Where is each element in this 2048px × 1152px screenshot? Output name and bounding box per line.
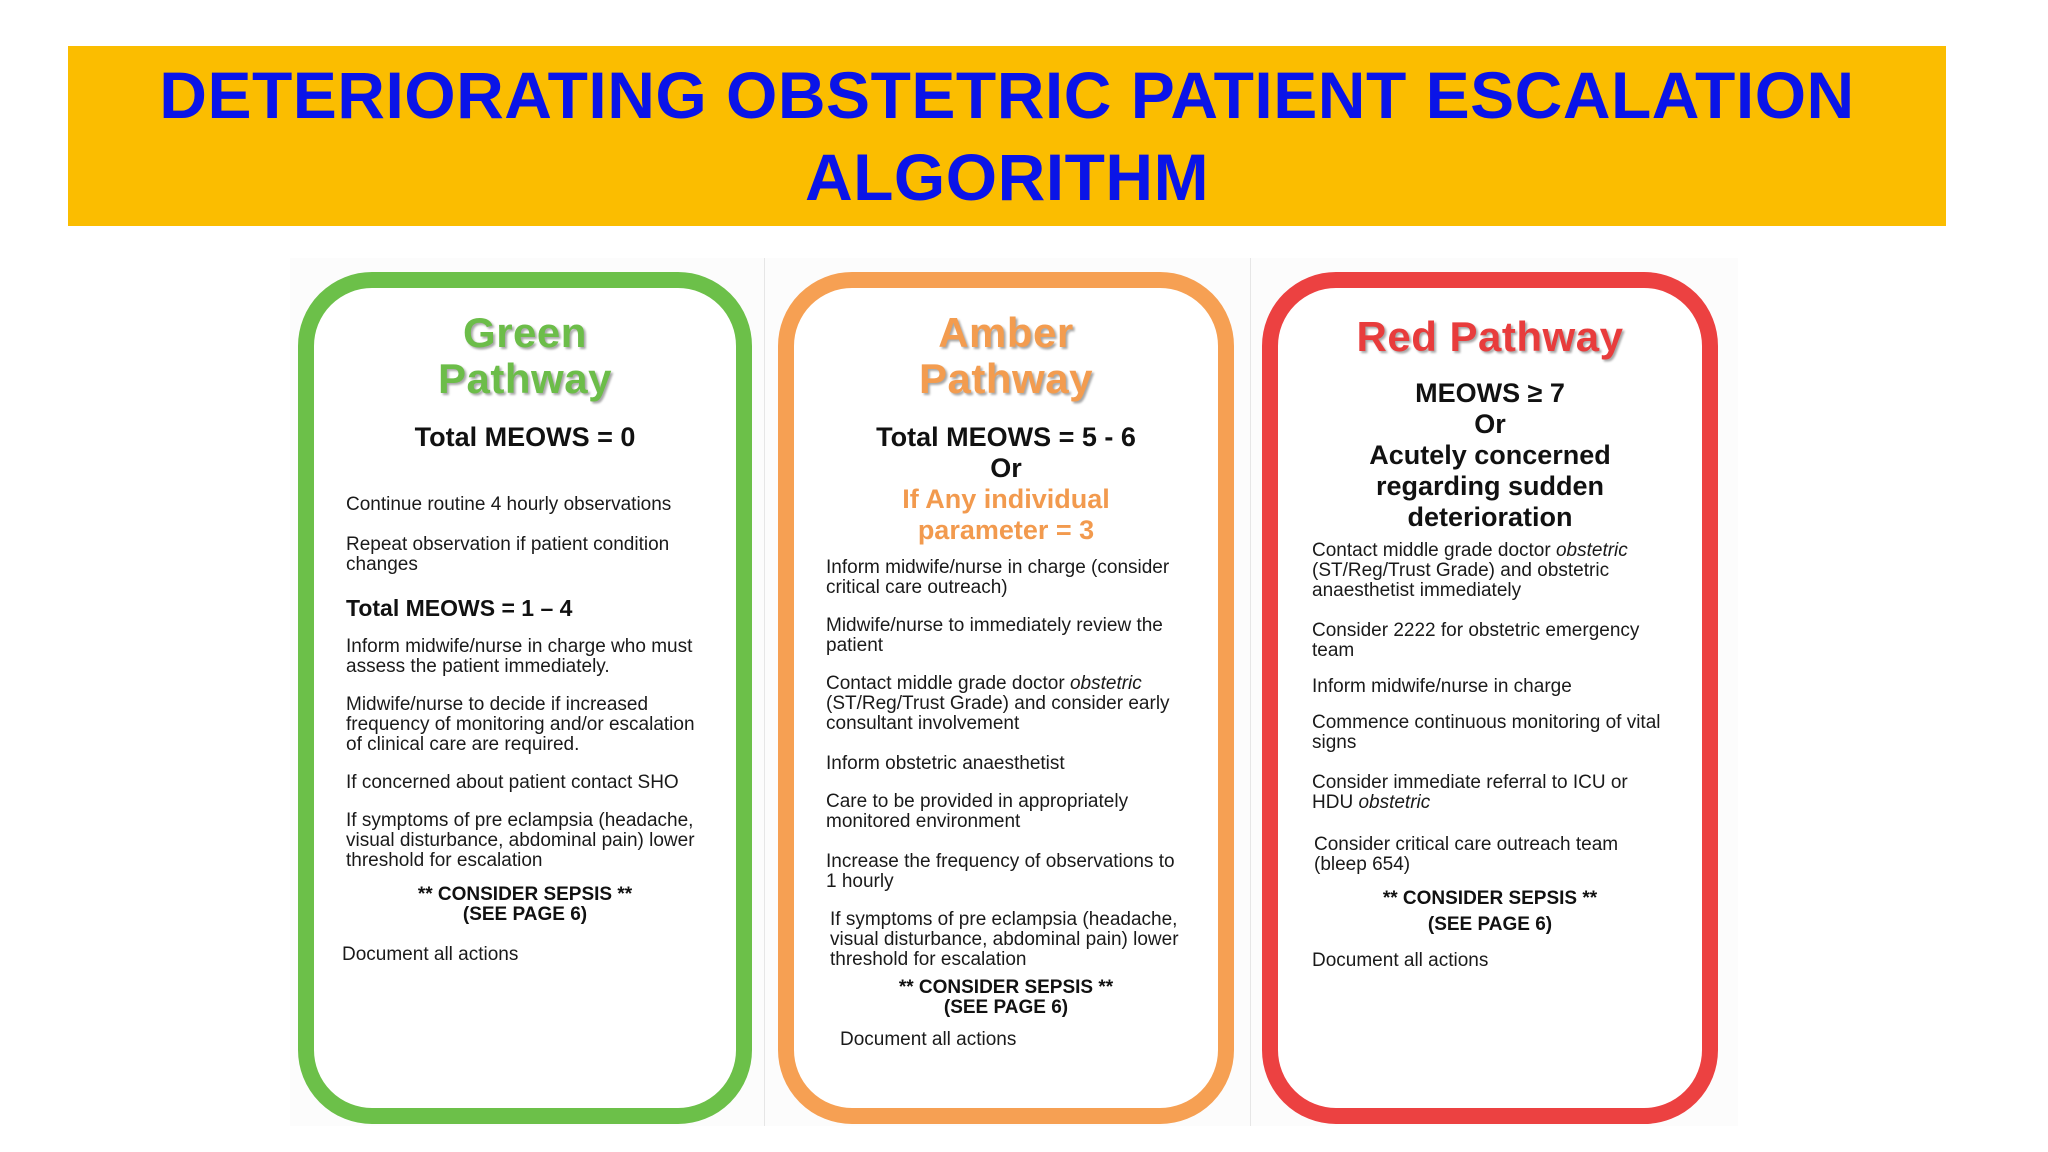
red-contact-pre: Contact middle grade doctor [1312, 540, 1551, 561]
red-meows: MEOWS ≥ 7 [1415, 378, 1565, 408]
column-divider [1250, 258, 1251, 1126]
amber-or: Or [990, 453, 1022, 483]
red-item: Inform midwife/nurse in charge [1312, 676, 1572, 697]
red-pathway-card [1262, 272, 1718, 1124]
red-item-referral [1278, 773, 1702, 813]
amber-item: Midwife/nurse to immediately review the patient [826, 615, 1163, 656]
amber-contact-em: obstetric [1069, 673, 1142, 694]
amber-pathway-card [778, 272, 1234, 1124]
green-item: Repeat observation if patient condition changes [346, 534, 670, 575]
red-document-actions: Document all actions [1312, 950, 1489, 971]
green-item: Continue routine 4 hourly observations [346, 494, 672, 515]
red-pathway-title: Red Pathway [1356, 313, 1624, 360]
amber-item: Care to be provided in appropriately monitored environment [826, 791, 1129, 832]
green-item: If concerned about patient contact SHO [346, 772, 679, 793]
red-item: Consider critical care outreach team (bleep 654) [1314, 834, 1619, 875]
green-total-meows: Total MEOWS = 0 [414, 422, 636, 452]
amber-individual-line1: If Any individual [902, 484, 1110, 514]
amber-contact-pre: Contact middle grade doctor [826, 673, 1065, 694]
amber-document-actions: Document all actions [840, 1029, 1017, 1050]
red-contact-post: (ST/Reg/Trust Grade) and obstetric anaesthetist immediately [1312, 560, 1610, 601]
amber-individual-line2: parameter = 3 [917, 515, 1095, 545]
green-consider-sepsis: ** CONSIDER SEPSIS ** [417, 884, 633, 905]
amber-title-line2: Pathway [919, 355, 1093, 402]
green-item: Inform midwife/nurse in charge who must assess the patient immediately. [346, 636, 693, 677]
green-pathway-card [298, 272, 752, 1124]
amber-pathway-title [794, 310, 1218, 402]
red-see-page: (SEE PAGE 6) [1427, 914, 1553, 935]
amber-item: Inform obstetric anaesthetist [826, 753, 1065, 774]
green-document-actions: Document all actions [342, 944, 519, 965]
page-title: DETERIORATING OBSTETRIC PATIENT ESCALATION ALGORITHM [159, 58, 1855, 214]
title-banner [68, 46, 1946, 226]
red-consider-sepsis: ** CONSIDER SEPSIS ** [1382, 888, 1598, 909]
amber-see-page: (SEE PAGE 6) [943, 997, 1069, 1018]
amber-item: Increase the frequency of observations to 1 hourly [826, 851, 1175, 892]
red-contact-em: obstetric [1555, 540, 1628, 561]
red-item: Consider 2222 for obstetric emergency team [1312, 620, 1640, 661]
amber-title-line1: Amber [938, 309, 1074, 356]
green-title-line1: Green [463, 309, 587, 356]
amber-item: If symptoms of pre eclampsia (headache, visual disturbance, abdominal pain) lower threshold for escalation [830, 909, 1179, 970]
green-pathway-title [314, 310, 736, 402]
red-concern-line2: regarding sudden [1375, 471, 1605, 501]
red-referral-em: obstetric [1358, 792, 1431, 813]
green-item: Midwife/nurse to decide if increased frequency of monitoring and/or escalation of clinical care are required. [346, 694, 695, 755]
green-item: If symptoms of pre eclampsia (headache, visual disturbance, abdominal pain) lower threshold for escalation [346, 810, 695, 871]
green-total-meows-2: Total MEOWS = 1 – 4 [346, 595, 573, 621]
amber-contact-post: (ST/Reg/Trust Grade) and consider early consultant involvement [826, 693, 1170, 734]
escalation-figure [290, 258, 1738, 1126]
red-referral-pre: Consider immediate referral to ICU or HDU [1312, 772, 1628, 813]
amber-consider-sepsis: ** CONSIDER SEPSIS ** [898, 977, 1114, 998]
amber-total-meows: Total MEOWS = 5 - 6 [876, 422, 1136, 452]
red-concern-line1: Acutely concerned [1369, 440, 1611, 470]
green-see-page: (SEE PAGE 6) [462, 904, 588, 925]
red-concern-line3: deterioration [1407, 502, 1573, 532]
amber-item: Inform midwife/nurse in charge (consider critical care outreach) [826, 557, 1170, 598]
red-or: Or [1474, 409, 1506, 439]
green-title-line2: Pathway [438, 355, 612, 402]
amber-item-contact [794, 674, 1218, 734]
column-divider [764, 258, 765, 1126]
red-item: Commence continuous monitoring of vital signs [1312, 712, 1661, 753]
red-item-contact [1278, 541, 1702, 601]
